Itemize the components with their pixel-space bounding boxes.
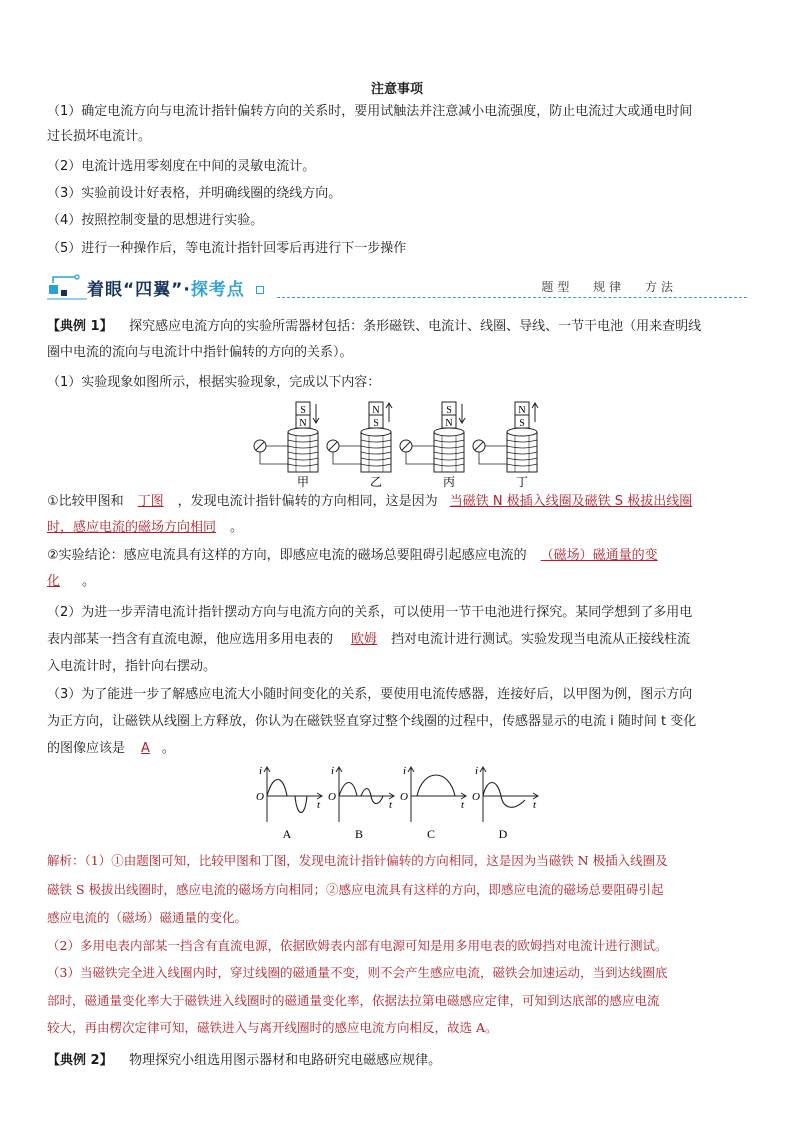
magnet-pole-label: N <box>518 405 526 416</box>
magnet-pole-label: S <box>519 418 525 429</box>
option-label: D <box>498 827 508 841</box>
analysis-line-3: 感应电流的（磁场）磁通量的变化。 <box>47 910 248 925</box>
banner-title-part-a: 着眼“四翼”· <box>87 280 191 300</box>
analysis-line-5: （3）当磁铁完全进入线圈内时，穿过线圈的磁通量不变，则不会产生感应电流，磁铁会加速运动，当到达线圈底 <box>47 965 668 980</box>
magnet-pole-label: S <box>300 405 306 416</box>
axis-label-t: t <box>461 799 465 811</box>
note-4: （4）按照控制变量的思想进行实验。 <box>47 213 264 228</box>
answer-1-line-2: 时，感应电流的磁场方向相同 。 <box>47 520 244 535</box>
figure-label: 丁 <box>515 475 529 488</box>
axis-label-i: i <box>403 765 407 777</box>
analysis-line-1: 解析：（1）①由题图可知，比较甲图和丁图，发现电流计指针偏转的方向相同，这是因为当磁铁 N 极插入线圈及 <box>47 853 668 868</box>
axis-origin-label: O <box>328 791 336 803</box>
current-curve <box>483 783 525 808</box>
axis-label-i: i <box>331 765 335 777</box>
graph-option <box>400 765 466 841</box>
magnet-pole-label: N <box>372 405 380 416</box>
section-title: 注意事项 <box>370 82 423 97</box>
axis-label-i: i <box>259 765 263 777</box>
example-1-line-2: 圈中电流的流向与电流计中指针偏转的方向的关系）。 <box>47 345 353 360</box>
banner-subtitle: 题型 规律 方法 <box>541 280 677 294</box>
note-1a: （1）确定电流方向与电流计指针偏转方向的关系时，要用试触法并注意减小电流强度，防止电流过大或通电时间 <box>47 104 693 119</box>
coil-experiment-figure <box>250 398 550 488</box>
blank-figure: 丁图 <box>137 494 164 509</box>
axis-label-i: i <box>475 765 479 777</box>
example-2-text: 物理探究小组选用图示器材和电路研究电磁感应规律。 <box>129 1053 442 1068</box>
example-1-line-1 <box>47 318 701 336</box>
blank-reason-a: 当磁铁 N 极插入线圈及磁铁 S 极拔出线圈 <box>449 494 693 509</box>
example-1-tag: 【典例 1】 <box>47 319 113 334</box>
axis-label-t: t <box>533 799 537 811</box>
example-2-line <box>47 1052 441 1070</box>
answer-2-line-1: ②实验结论：感应电流具有这样的方向，即感应电流的磁场总要阻碍引起感应电流的 （磁场）磁通量的变 <box>47 548 658 563</box>
coil-setup <box>473 402 538 488</box>
blank-meter-setting: 欧姆 <box>351 632 378 647</box>
question-3-line-2: 为正方向，让磁铁从线圈上方释放，你认为在磁铁竖直穿过整个线圈的过程中，传感器显示的电流 i 随时间 t 变化 <box>47 714 697 729</box>
axis-origin-label: O <box>400 791 408 803</box>
coil-setup <box>400 402 465 488</box>
banner-title-part-b: 探考点 <box>190 280 245 300</box>
question-2-line-1: （2）为进一步弄清电流计指针摆动方向与电流方向的关系，可以使用一节干电池进行探究。某同学想到了多用电 <box>47 605 693 620</box>
banner-title <box>87 275 264 300</box>
question-2-line-3: 入电流计时，指针向右摆动。 <box>47 659 217 674</box>
axis-label-t: t <box>317 799 321 811</box>
banner-rule <box>277 297 747 298</box>
axis-origin-label: O <box>256 791 264 803</box>
note-2: （2）电流计选用零刻度在中间的灵敏电流计。 <box>47 159 316 174</box>
current-curve <box>417 775 455 796</box>
example-1-text-1: 探究感应电流方向的实验所需器材包括：条形磁铁、电流计、线圈、导线、一节干电池（用来查明线 <box>129 319 702 334</box>
blank-reason-b: 时，感应电流的磁场方向相同 <box>47 520 217 535</box>
banner-decoration-icon <box>47 273 87 301</box>
magnet-pole-label: N <box>445 418 453 429</box>
question-3-line-1: （3）为了能进一步了解感应电流大小随时间变化的关系，要使用电流传感器，连接好后，以甲图为例，图示方向 <box>47 687 693 702</box>
question-2-line-2: 表内部某一挡含有直流电源，他应选用多用电表的 欧姆 挡对电流计进行测试。实验发现当电流从正接线柱流 <box>47 632 691 647</box>
section-banner <box>47 273 747 301</box>
question-3-line-3: 的图像应该是 A 。 <box>47 741 175 756</box>
current-curve <box>339 783 383 804</box>
magnet-pole-label: S <box>373 418 379 429</box>
coil-setup <box>254 402 319 488</box>
figure-label: 乙 <box>369 475 383 488</box>
analysis-line-2: 磁铁 S 极拔出线圈时，感应电流的磁场方向相同；②感应电流具有这样的方向，即感应电流的磁场总要阻碍引起 <box>47 882 664 897</box>
option-label: B <box>354 827 364 841</box>
magnet-pole-label: N <box>299 418 307 429</box>
analysis-line-6: 部时，磁通量变化率大于磁铁进入线圈时的磁通量变化率，依据法拉第电磁感应定律，可知到达底部的感应电流 <box>47 993 660 1008</box>
graph-option <box>328 765 394 841</box>
option-label: A <box>282 827 292 841</box>
note-3: （3）实验前设计好表格，并明确线圈的绕线方向。 <box>47 186 342 201</box>
question-1: （1）实验现象如图所示，根据实验现象，完成以下内容： <box>47 375 381 390</box>
note-5: （5）进行一种操作后，等电流计指针回零后再进行下一步操作 <box>47 241 407 256</box>
blank-graph-choice: A <box>141 741 150 756</box>
figure-label: 甲 <box>296 475 310 488</box>
answer-1-line-1: ①比较甲图和 丁图 ，发现电流计指针偏转的方向相同，这是因为 当磁铁 N 极插入线圈及磁铁 S 极拔出线圈 <box>47 494 693 509</box>
analysis-line-4: （2）多用电表内部某一挡含有直流电源，依据欧姆表内部有电源可知是用多用电表的欧姆挡对电流计进行测试。 <box>47 938 668 953</box>
square-bullet-icon <box>256 286 264 294</box>
current-time-graphs <box>255 762 545 842</box>
blank-conclusion-b: 化 <box>47 574 61 589</box>
answer-2-line-2: 化 。 <box>47 574 96 589</box>
axis-label-t: t <box>389 799 393 811</box>
note-1b: 过长损坏电流计。 <box>47 129 152 144</box>
analysis-line-7: 较大，再由楞次定律可知，磁铁进入与离开线圈时的感应电流方向相反，故选 A。 <box>47 1020 498 1035</box>
axis-origin-label: O <box>472 791 480 803</box>
figure-label: 丙 <box>442 475 456 488</box>
option-label: C <box>426 827 436 841</box>
coil-setup <box>327 402 392 488</box>
graph-option <box>472 765 538 841</box>
blank-conclusion-a: （磁场）磁通量的变 <box>540 548 658 563</box>
magnet-pole-label: S <box>446 405 452 416</box>
graph-option <box>256 765 322 841</box>
example-2-tag: 【典例 2】 <box>47 1053 113 1068</box>
